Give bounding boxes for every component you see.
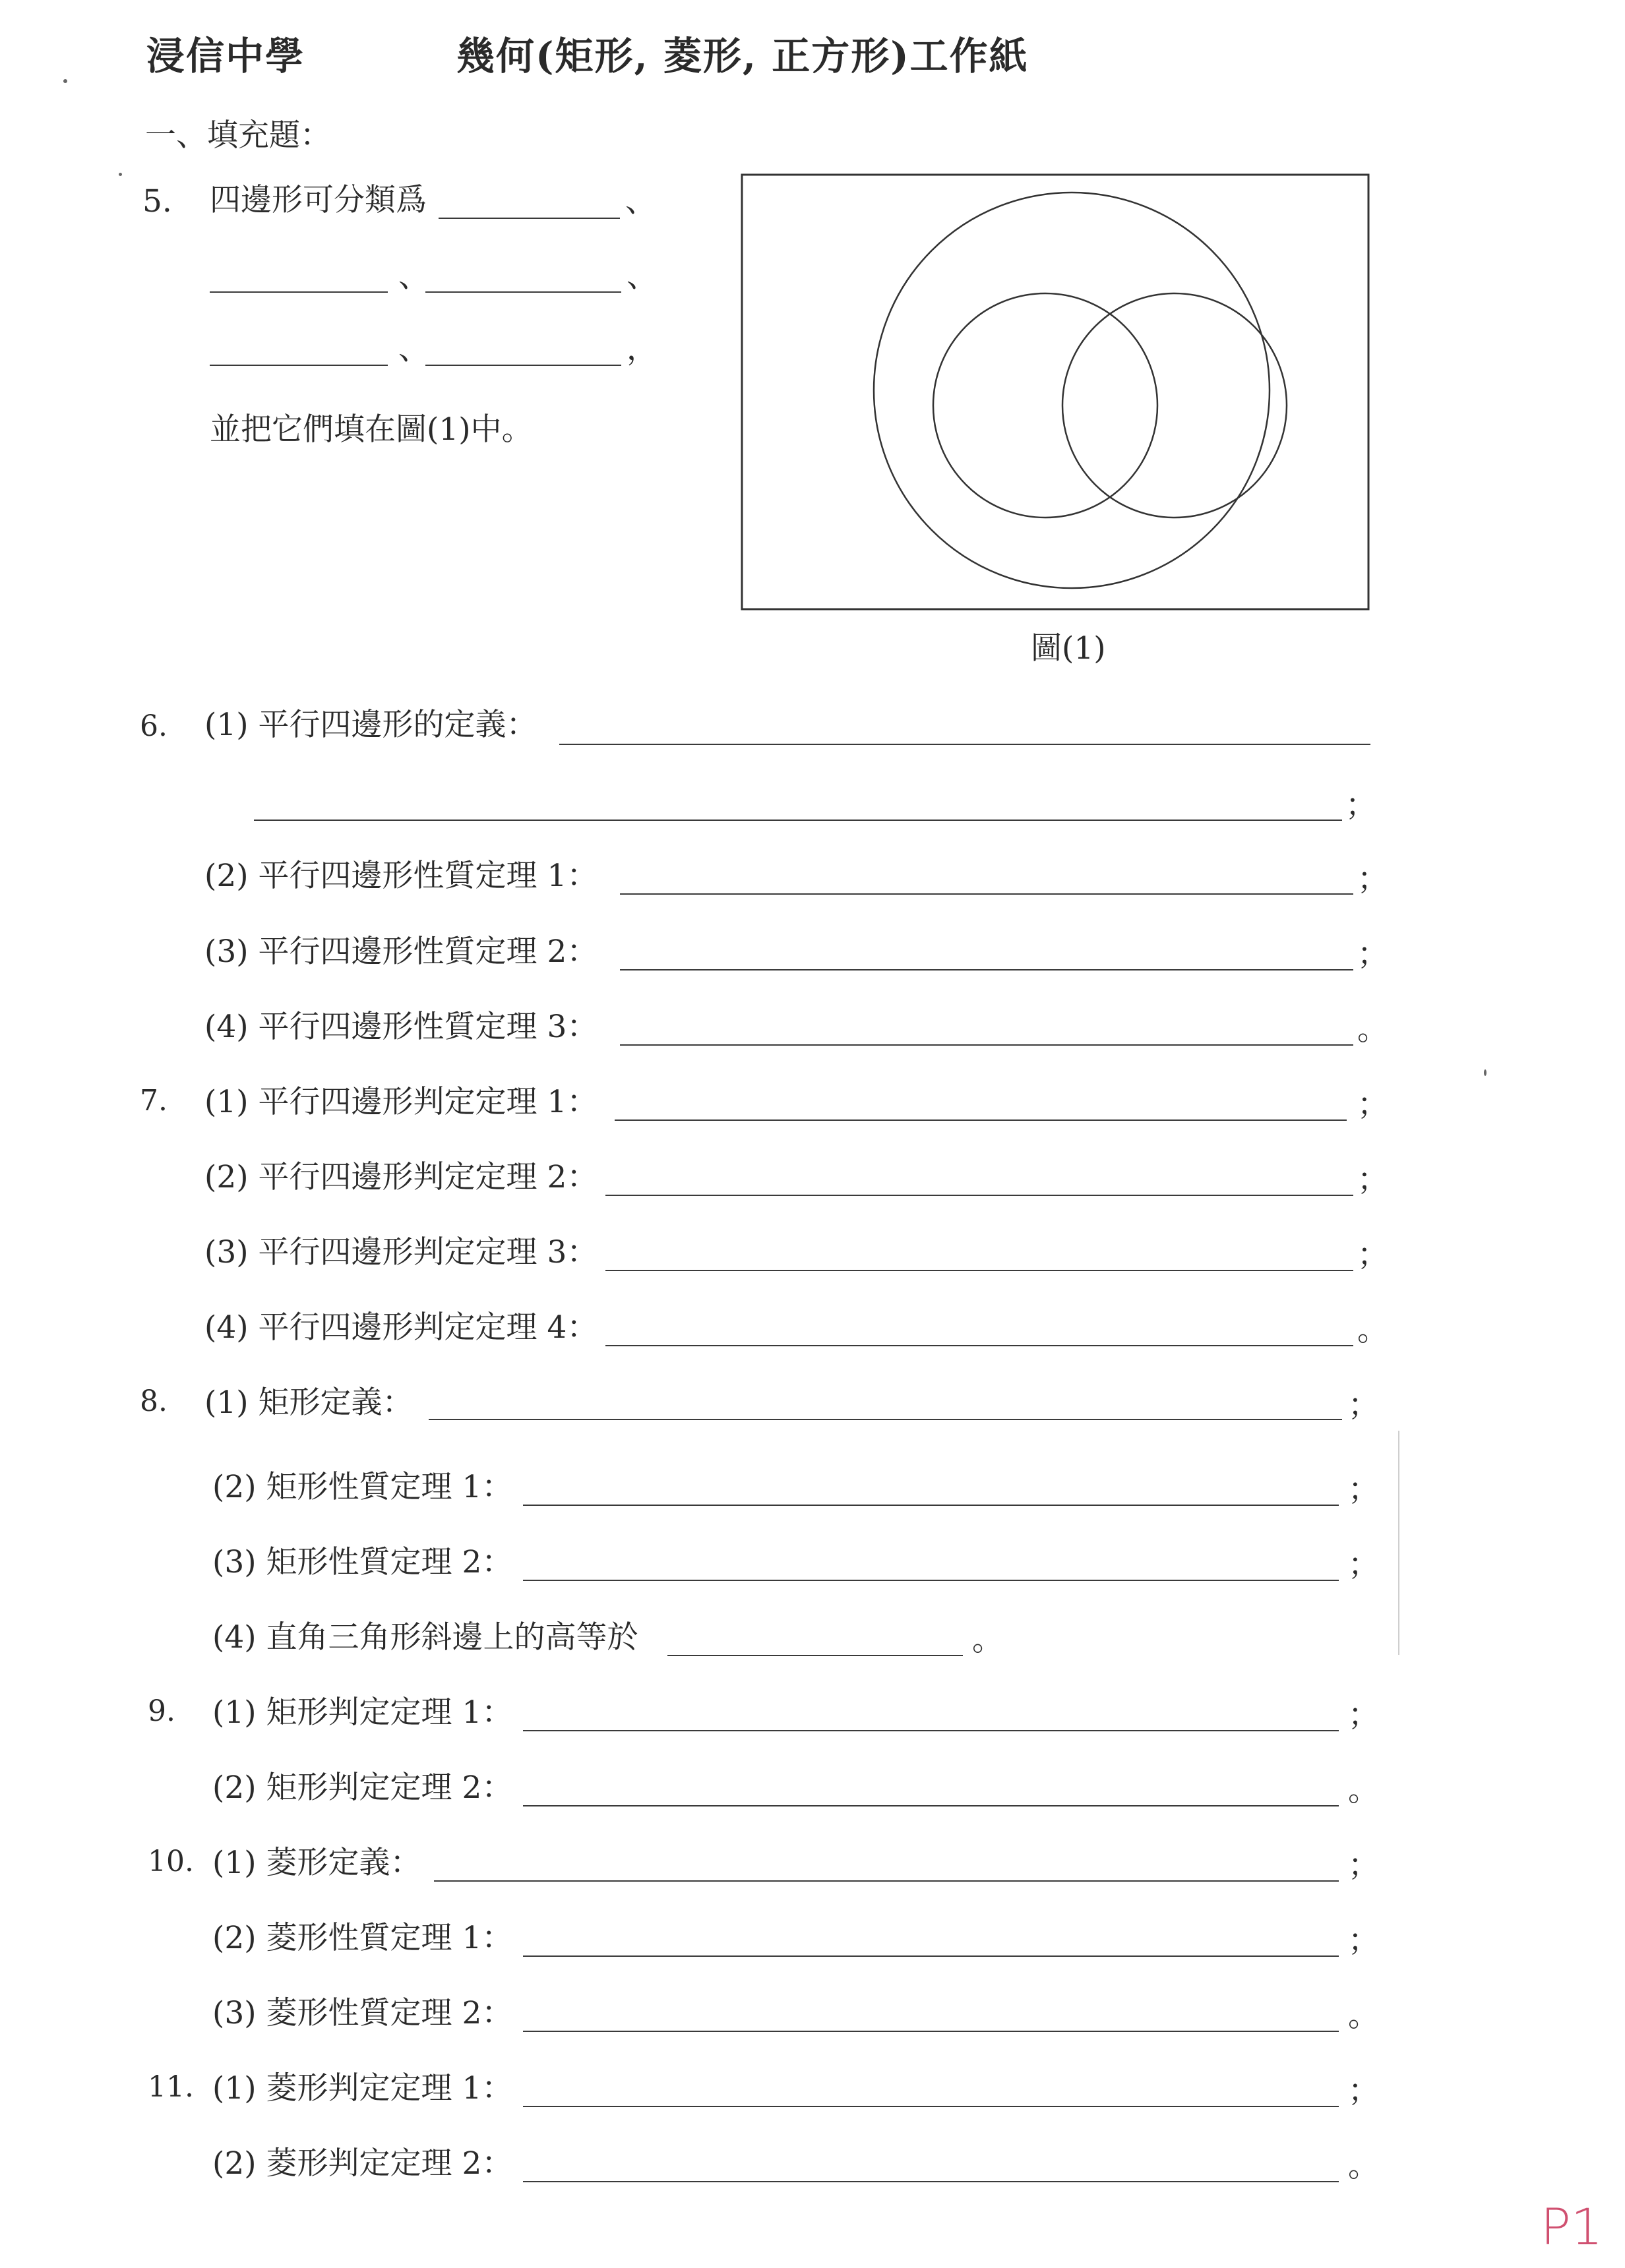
q10-item-3-blank[interactable] <box>523 2031 1339 2032</box>
q5-text: 四邊形可分類爲 <box>210 182 427 218</box>
q6-item-3-blank[interactable] <box>620 969 1353 970</box>
figure-caption: 圖(1) <box>1031 630 1106 667</box>
q10-item-2-end: ； <box>1348 1923 1379 1959</box>
q6-item-3-end: ； <box>1357 936 1388 972</box>
q8-item-1-label: (1) 矩形定義： <box>204 1385 414 1421</box>
q8-item-2-end: ； <box>1348 1472 1379 1508</box>
q7-item-4-blank[interactable] <box>605 1345 1353 1346</box>
q5-blank-1[interactable] <box>439 218 620 219</box>
q7-item-2-blank[interactable] <box>605 1195 1353 1196</box>
q5-blank-2[interactable] <box>210 291 388 293</box>
scan-edge-mark <box>1398 1431 1399 1655</box>
venn-left-circle <box>933 293 1157 518</box>
q11-item-2-label: (2) 菱形判定定理 2： <box>212 2145 513 2182</box>
q10-item-1-end: ； <box>1348 1847 1379 1884</box>
handwritten-page-mark: P1 <box>1541 2197 1603 2256</box>
q10-item-1-label: (1) 菱形定義： <box>212 1845 421 1881</box>
q8-item-3-blank[interactable] <box>523 1580 1339 1581</box>
q5-blank-3[interactable] <box>425 291 621 293</box>
q7-item-4-label: (4) 平行四邊形判定定理 4： <box>204 1309 598 1346</box>
q9-number: 9. <box>148 1694 175 1728</box>
q8-item-4-blank[interactable] <box>667 1655 963 1656</box>
q8-item-2-label: (2) 矩形性質定理 1： <box>212 1469 513 1505</box>
q7-item-3-label: (3) 平行四邊形判定定理 3： <box>204 1234 598 1270</box>
q6-item-4-label: (4) 平行四邊形性質定理 3： <box>204 1009 598 1045</box>
q5-sep-5: ， <box>627 331 658 367</box>
q5-blank-5[interactable] <box>425 365 621 366</box>
q8-item-3-end: ； <box>1348 1547 1379 1583</box>
q5-number: 5. <box>142 183 172 220</box>
q8-number: 8. <box>140 1385 168 1418</box>
venn-diagram <box>737 173 1374 618</box>
q9-item-1-label: (1) 矩形判定定理 1： <box>212 1694 513 1731</box>
q8-item-1-blank[interactable] <box>429 1419 1342 1420</box>
q7-item-3-blank[interactable] <box>605 1270 1353 1271</box>
q5-instruction: 並把它們填在圖(1)中。 <box>210 411 533 448</box>
q7-item-3-end: ； <box>1357 1237 1388 1273</box>
q6-item-2-end: ； <box>1357 861 1388 897</box>
q11-item-2-blank[interactable] <box>523 2181 1339 2182</box>
q6-item-1-label: (1) 平行四邊形的定義： <box>204 707 537 743</box>
q7-item-2-label: (2) 平行四邊形判定定理 2： <box>204 1159 598 1195</box>
q6-item-1-blank-2[interactable] <box>254 820 1342 821</box>
q5-blank-4[interactable] <box>210 365 388 366</box>
q11-number: 11. <box>148 2070 194 2104</box>
q6-item-3-label: (3) 平行四邊形性質定理 2： <box>204 934 598 970</box>
q7-item-2-end: ； <box>1357 1162 1388 1198</box>
venn-right-circle <box>1062 293 1287 518</box>
q5-sep-4: 、 <box>398 331 429 367</box>
q6-item-2-blank[interactable] <box>620 893 1353 895</box>
venn-frame <box>742 175 1368 609</box>
q6-item-1-end: ； <box>1345 787 1376 823</box>
q8-item-2-blank[interactable] <box>523 1505 1339 1506</box>
q10-item-3-end: 。 <box>1348 1998 1379 2034</box>
worksheet-title: 幾何(矩形, 菱形, 正方形)工作紙 <box>456 34 1029 78</box>
school-name: 浸信中學 <box>146 34 305 78</box>
q5-sep-3: 、 <box>627 258 658 295</box>
q6-item-4-end: 。 <box>1357 1011 1388 1048</box>
q10-item-3-label: (3) 菱形性質定理 2： <box>212 1995 513 2031</box>
q8-item-4-end: 。 <box>972 1622 1003 1658</box>
q11-item-2-end: 。 <box>1348 2148 1379 2184</box>
q10-item-2-label: (2) 菱形性質定理 1： <box>212 1920 513 1956</box>
scan-speck <box>119 173 122 176</box>
q8-item-4-label: (4) 直角三角形斜邊上的高等於 <box>212 1619 638 1656</box>
q9-item-2-end: 。 <box>1348 1772 1379 1808</box>
q9-item-1-end: ； <box>1348 1697 1379 1733</box>
q6-number: 6. <box>140 709 168 743</box>
q9-item-2-blank[interactable] <box>523 1805 1339 1806</box>
q11-item-1-blank[interactable] <box>523 2106 1339 2107</box>
q6-item-2-label: (2) 平行四邊形性質定理 1： <box>204 858 598 894</box>
q9-item-1-blank[interactable] <box>523 1730 1339 1731</box>
q7-number: 7. <box>140 1084 168 1118</box>
q5-sep-1: 、 <box>625 183 656 220</box>
q7-item-4-end: 。 <box>1357 1312 1388 1348</box>
q6-item-4-blank[interactable] <box>620 1044 1353 1046</box>
q6-item-1-blank[interactable] <box>559 744 1370 745</box>
q11-item-1-end: ； <box>1348 2073 1379 2109</box>
q8-item-3-label: (3) 矩形性質定理 2： <box>212 1544 513 1580</box>
q7-item-1-label: (1) 平行四邊形判定定理 1： <box>204 1084 598 1120</box>
scan-speck <box>63 79 67 83</box>
q10-number: 10. <box>148 1845 194 1878</box>
section-heading: 一、填充題： <box>145 117 331 154</box>
scan-speck <box>1484 1069 1487 1076</box>
q9-item-2-label: (2) 矩形判定定理 2： <box>212 1770 513 1806</box>
q11-item-1-label: (1) 菱形判定定理 1： <box>212 2070 513 2106</box>
q7-item-1-blank[interactable] <box>615 1119 1347 1121</box>
q10-item-2-blank[interactable] <box>523 1955 1339 1957</box>
q7-item-1-end: ； <box>1357 1087 1388 1123</box>
q10-item-1-blank[interactable] <box>434 1880 1339 1882</box>
venn-outer-circle <box>874 193 1270 588</box>
q8-item-1-end: ； <box>1348 1387 1379 1423</box>
q5-sep-2: 、 <box>398 258 429 295</box>
